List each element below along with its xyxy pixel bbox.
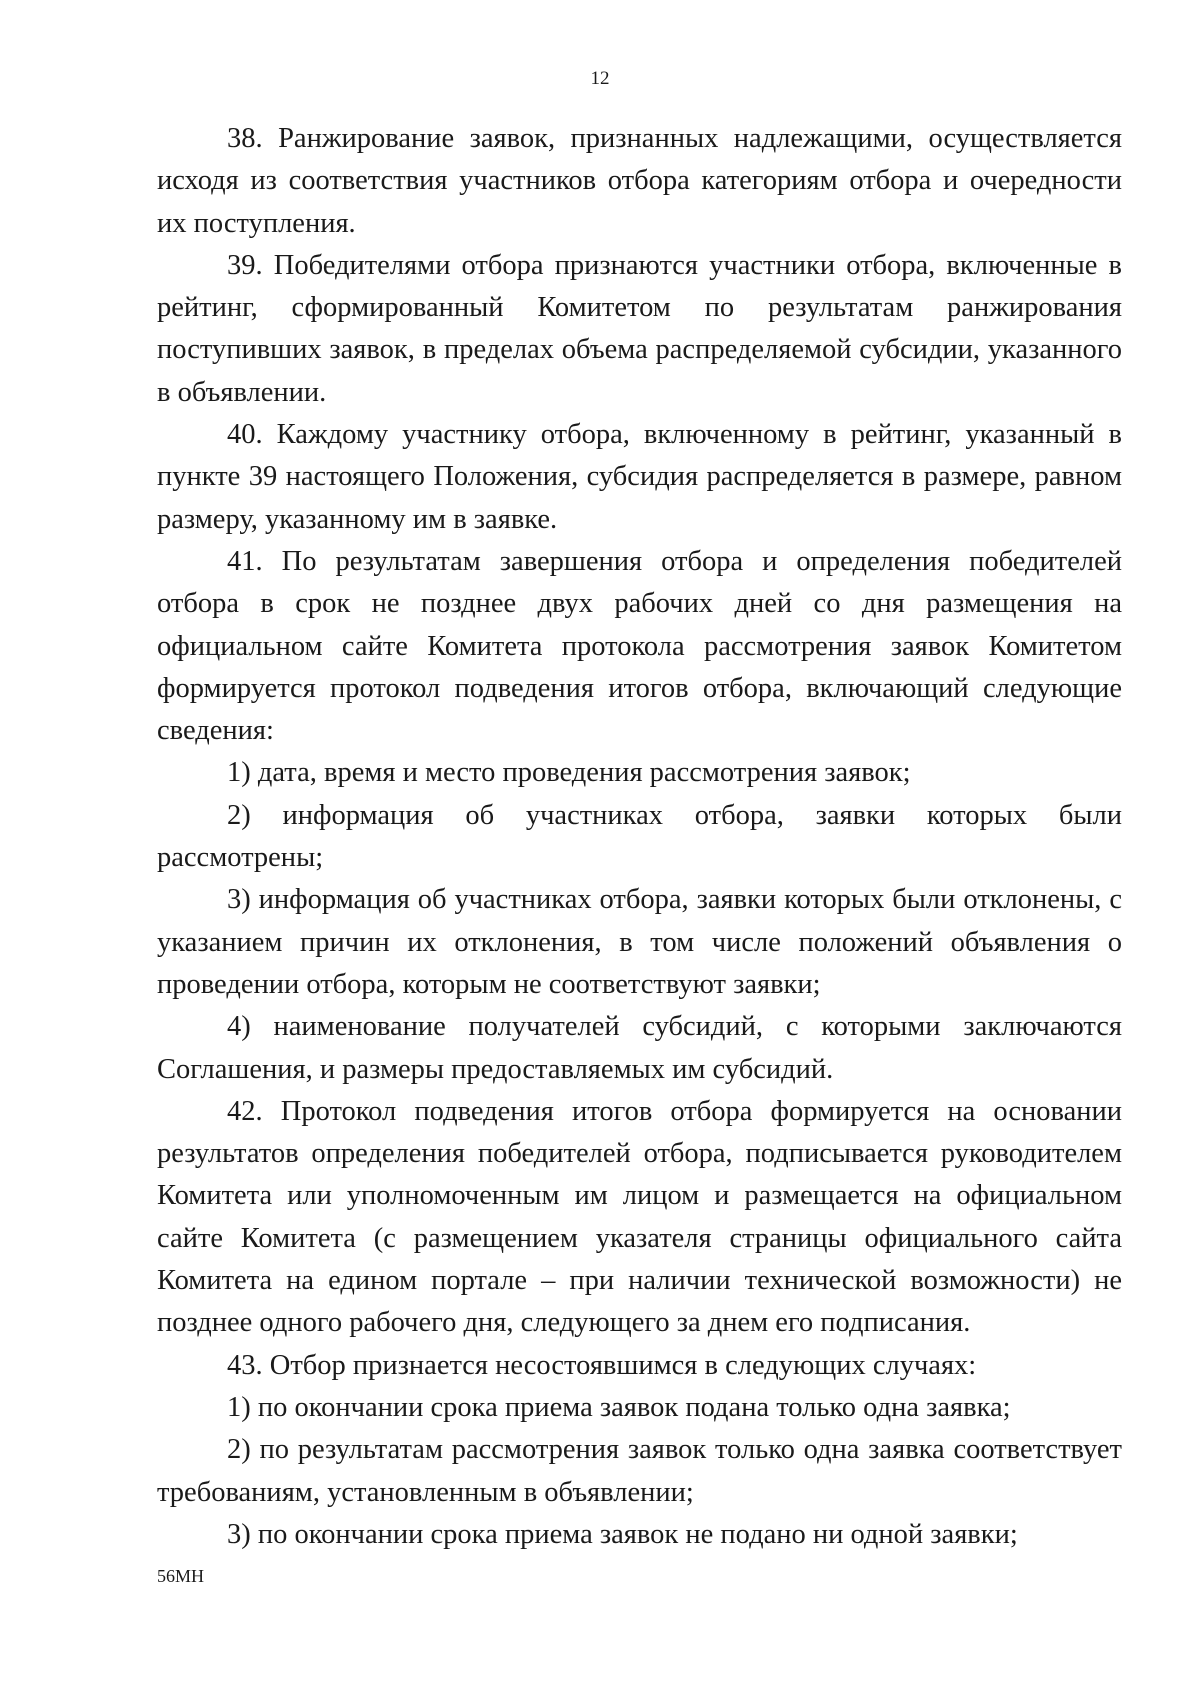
paragraph-43-item-2: 2) по результатам рассмотрения заявок только одна заявка соответствует требованиям, установленным в объявлении; <box>157 1434 1122 1508</box>
paragraph-41-item-3: 3) информация об участниках отбора, заявки которых были отклонены, с указанием причин их отклонения, в том числе положений объявления о проведении отбора, которым не соответствуют заявки; <box>157 884 1122 1000</box>
paragraph-43: 43. Отбор признается несостоявшимся в следующих случаях: <box>227 1349 977 1381</box>
paragraph-41-item-2: 2) информация об участниках отбора, заявки которых были рассмотрены; <box>157 799 1122 874</box>
paragraph-43-item-3: 3) по окончании срока приема заявок не подано ни одной заявки; <box>227 1518 1018 1550</box>
paragraph-40: 40. Каждому участнику отбора, включенному в рейтинг, указанный в пункте 39 настоящего Положения, субсидия распределяется в размере, равном размеру, указанному им в заявке. <box>157 419 1122 535</box>
document-code: 56МН <box>157 1566 205 1586</box>
paragraph-41-item-1: 1) дата, время и место проведения рассмотрения заявок; <box>227 757 911 789</box>
paragraph-41-item-4: 4) наименование получателей субсидий, с которыми заключаются Соглашения, и размеры предоставляемых им субсидий. <box>157 1011 1122 1085</box>
paragraph-38: 38. Ранжирование заявок, признанных надлежащими, осуществляется исходя из соответствия участников отбора категориям отбора и очередности их поступления. <box>157 123 1122 239</box>
document-body <box>157 118 1122 1556</box>
page-number: 12 <box>590 68 610 89</box>
paragraph-39: 39. Победителями отбора признаются участники отбора, включенные в рейтинг, сформированный Комитетом по результатам ранжирования поступивших заявок, в пределах объема распределяемой субсидии, указанного в объявлении. <box>157 249 1122 408</box>
paragraph-42: 42. Протокол подведения итогов отбора формируется на основании результатов определения победителей отбора, подписывается руководителем Комитета или уполномоченным им лицом и размещается на официальном сайте Комитета (с размещением указателя страницы официального сайта Комитета на едином портале – при наличии технической возможности) не позднее одного рабочего дня, следующего за днем его подписания. <box>157 1095 1122 1339</box>
paragraph-43-item-1: 1) по окончании срока приема заявок подана только одна заявка; <box>227 1391 1011 1423</box>
paragraph-41: 41. По результатам завершения отбора и определения победителей отбора в срок не позднее двух рабочих дней со дня размещения на официальном сайте Комитета протокола рассмотрения заявок Комитетом формируется протокол подведения итогов отбора, включающий следующие сведения: <box>157 545 1122 747</box>
